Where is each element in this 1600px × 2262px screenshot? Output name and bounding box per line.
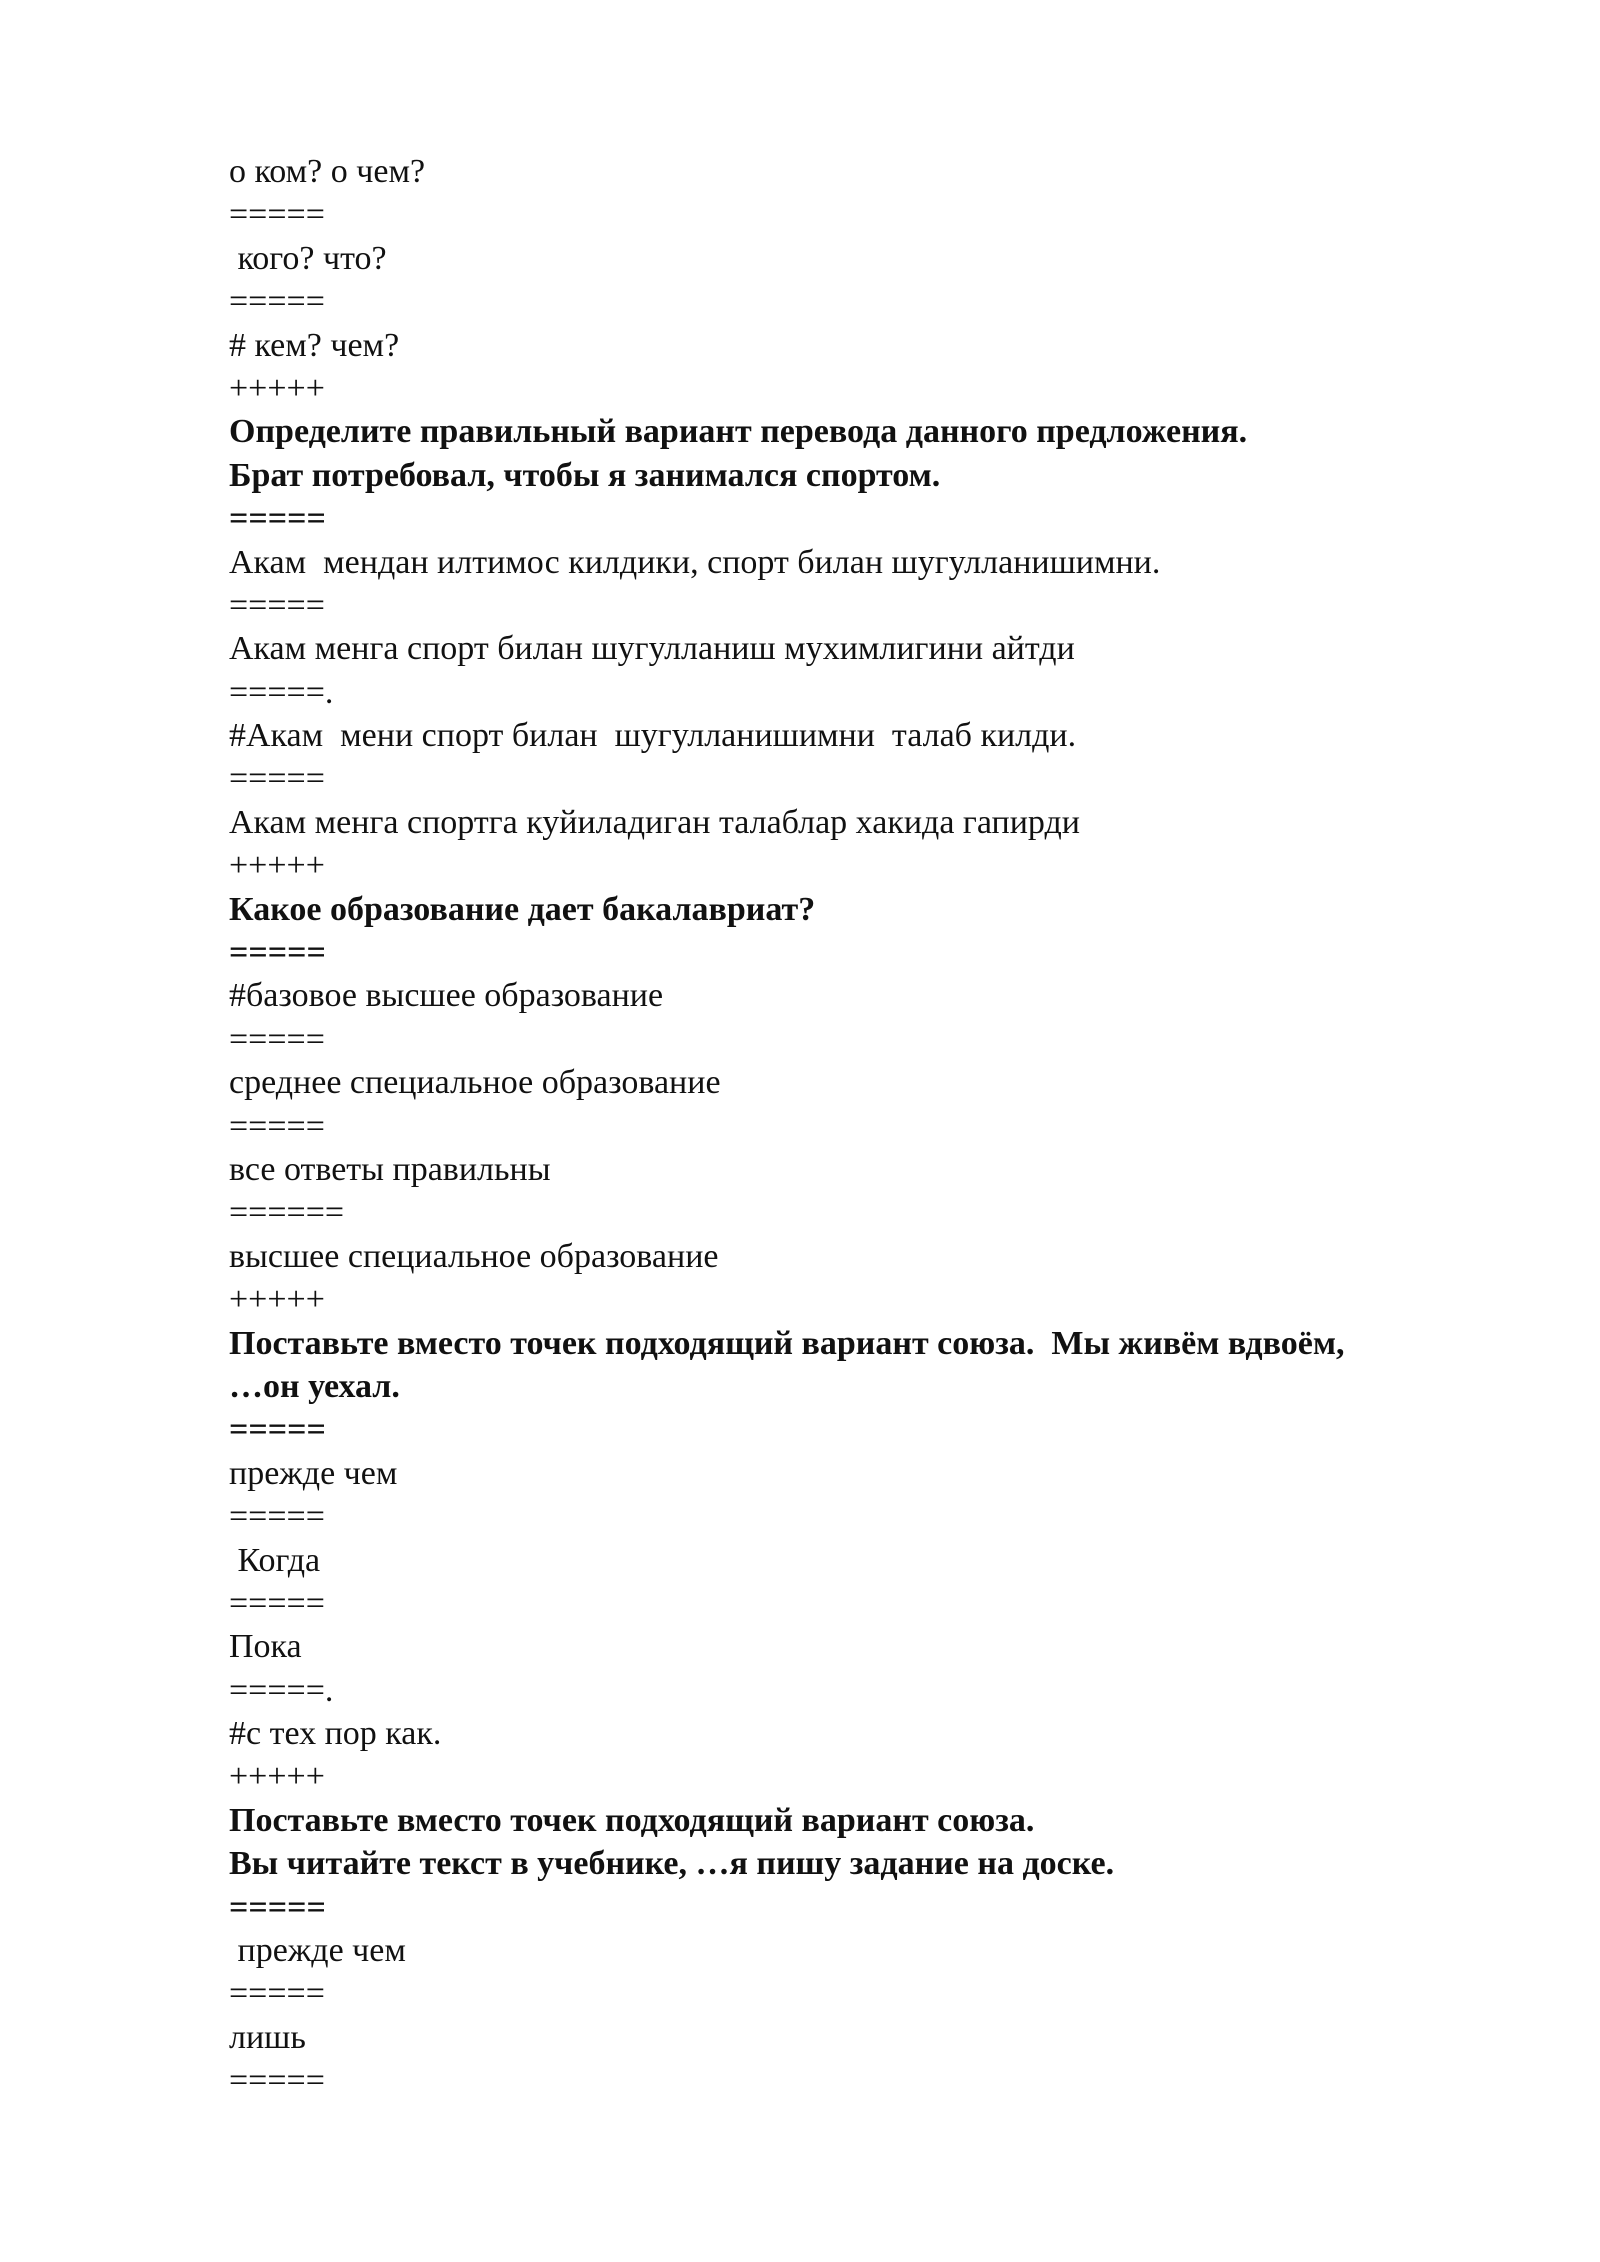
option-separator: ===== — [229, 1888, 326, 1926]
answer-option: кого? что? — [229, 239, 387, 277]
question-text: Брат потребовал, чтобы я занимался спортом. — [229, 456, 941, 494]
question-text: Поставьте вместо точек подходящий вариант союза. — [229, 1801, 1035, 1839]
option-separator: ===== — [229, 1498, 325, 1536]
question-separator: +++++ — [229, 369, 325, 407]
answer-option: среднее специальное образование — [229, 1064, 721, 1102]
answer-option: высшее специальное образование — [229, 1237, 719, 1275]
option-separator: ===== — [229, 1584, 325, 1622]
correct-answer: #с тех пор как. — [229, 1715, 442, 1753]
document-body — [229, 150, 1529, 2103]
answer-option: Акам менга спортга куйиладиган талаблар хакида гапирди — [229, 803, 1080, 841]
question-separator: +++++ — [229, 847, 325, 885]
question-text: Определите правильный вариант перевода данного предложения. — [229, 413, 1248, 451]
option-separator: ===== — [229, 760, 325, 798]
option-separator: ===== — [229, 586, 325, 624]
answer-option: о ком? о чем? — [229, 153, 426, 190]
answer-option: прежде чем — [229, 1454, 398, 1492]
correct-answer: # кем? чем? — [229, 326, 400, 364]
answer-option: прежде чем — [229, 1932, 406, 1970]
option-separator: ===== — [229, 1975, 325, 2013]
answer-option: лишь — [229, 2018, 306, 2056]
answer-option: все ответы правильны — [229, 1150, 551, 1188]
question-text: …он уехал. — [229, 1367, 400, 1405]
option-separator: =====. — [229, 1671, 334, 1709]
option-separator: ===== — [229, 934, 326, 972]
correct-answer: #базовое высшее образование — [229, 977, 664, 1015]
question-separator: +++++ — [229, 1281, 325, 1319]
question-separator: +++++ — [229, 1758, 325, 1796]
option-separator: ===== — [229, 1107, 325, 1145]
correct-answer: #Акам мени спорт билан шугулланишимни талаб килди. — [229, 717, 1077, 755]
option-separator: ===== — [229, 1020, 325, 1058]
option-separator: ===== — [229, 196, 325, 234]
option-separator: ===== — [229, 283, 325, 321]
answer-option: Пока — [229, 1628, 302, 1666]
question-text: Поставьте вместо точек подходящий вариант союза. Мы живём вдвоём, — [229, 1324, 1345, 1362]
option-separator: ====== — [229, 1194, 345, 1232]
option-separator: ===== — [229, 2062, 325, 2100]
answer-option: Акам менга спорт билан шугулланиш мухимлигини айтди — [229, 630, 1075, 668]
question-text: Какое образование дает бакалавриат? — [229, 890, 816, 928]
answer-option: Акам мендан илтимос килдики, спорт билан шугулланишимни. — [229, 543, 1161, 581]
option-separator: ===== — [229, 1411, 326, 1449]
answer-option: Когда — [229, 1541, 321, 1579]
option-separator: ===== — [229, 500, 326, 538]
option-separator: =====. — [229, 673, 334, 711]
question-text: Вы читайте текст в учебнике, …я пишу задание на доске. — [229, 1845, 1115, 1883]
